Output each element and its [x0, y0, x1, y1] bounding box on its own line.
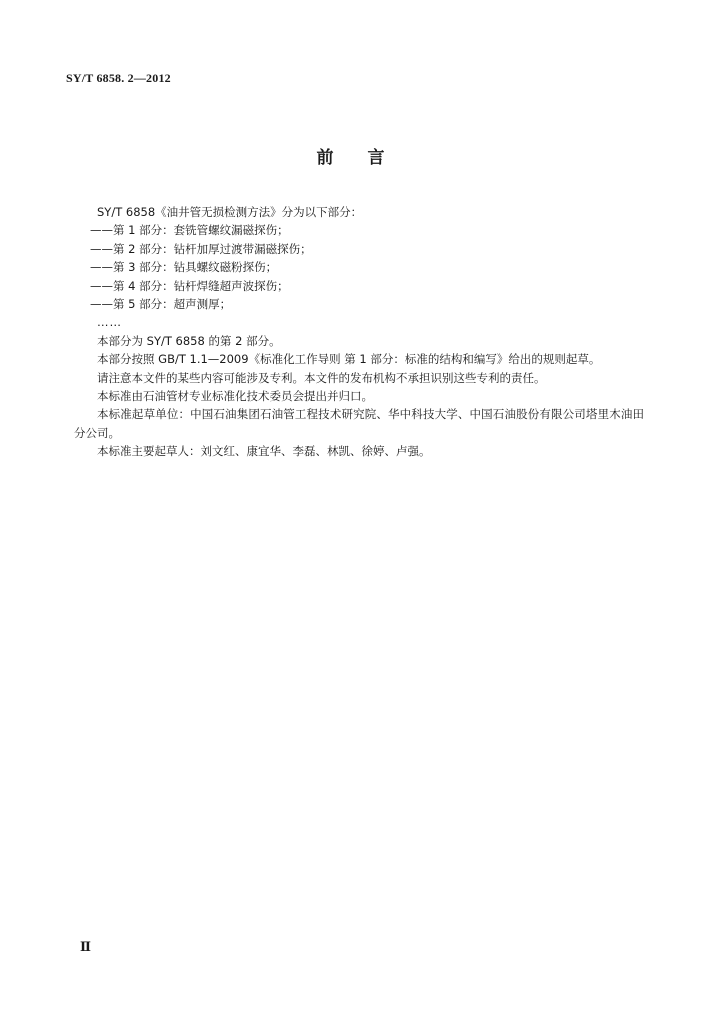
body-paragraph: 本部分为 SY/T 6858 的第 2 部分。	[97, 333, 281, 348]
page-number: Ⅱ	[80, 939, 91, 954]
list-ellipsis: ……	[97, 315, 122, 330]
body-paragraph: 本部分按照 GB/T 1.1—2009《标准化工作导则 第 1 部分：标准的结构和编写》给出的规则起草。	[97, 352, 601, 367]
standard-code: SY/T 6858. 2—2012	[66, 71, 171, 85]
part-list-item: ——第 4 部分：钻杆焊缝超声波探伤；	[90, 278, 289, 293]
body-paragraph: 本标准起草单位：中国石油集团石油管工程技术研究院、华中科技大学、中国石油股份有限公司塔里木油田分公司。	[74, 407, 644, 440]
intro-paragraph: SY/T 6858《油井管无损检测方法》分为以下部分：	[97, 205, 363, 219]
body-paragraph: 本标准主要起草人：刘文红、康宜华、李磊、林凯、徐婷、卢强。	[97, 444, 431, 459]
part-list-item: ——第 3 部分：钻具螺纹磁粉探伤；	[90, 260, 278, 275]
document-body	[74, 203, 644, 461]
body-paragraph: 请注意本文件的某些内容可能涉及专利。本文件的发布机构不承担识别这些专利的责任。	[97, 370, 546, 385]
page-title: 前言	[316, 148, 419, 168]
part-list-item: ——第 5 部分：超声测厚；	[90, 297, 232, 312]
body-paragraph: 本标准由石油管材专业标准化技术委员会提出并归口。	[97, 389, 373, 404]
part-list-item: ——第 1 部分：套铣管螺纹漏磁探伤；	[90, 223, 289, 238]
part-list-item: ——第 2 部分：钻杆加厚过渡带漏磁探伤；	[90, 241, 312, 256]
